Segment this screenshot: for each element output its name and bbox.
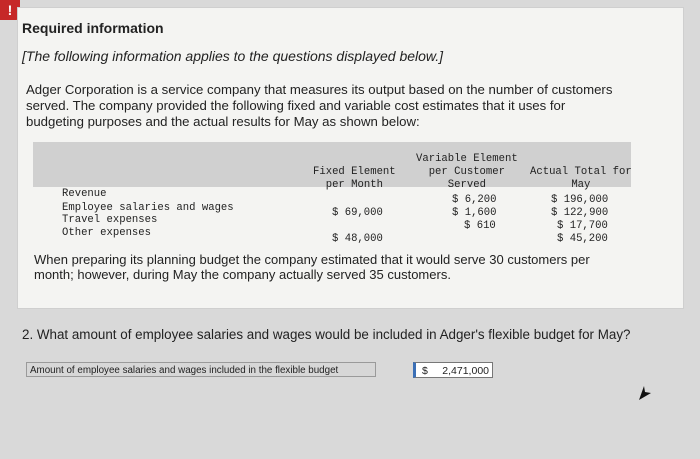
salaries-variable: $ 1,600: [452, 207, 497, 219]
intro-paragraph: Adger Corporation is a service company that measures its output based on the number of customers served. The company provided the following fixed and variable cost estimates that it uses for budgeting purposes and the actual results for May as shown below:: [26, 82, 613, 129]
salaries-actual: $ 122,900: [551, 207, 609, 219]
answer-label: Amount of employee salaries and wages included in the flexible budget: [26, 362, 376, 377]
travel-variable: $ 610: [464, 220, 496, 232]
answer-value[interactable]: 2,471,000: [442, 365, 489, 377]
other-actual: $ 45,200: [557, 233, 608, 245]
row-label-other: Other expenses: [62, 227, 152, 239]
other-fixed: $ 48,000: [332, 233, 383, 245]
travel-actual: $ 17,700: [557, 220, 608, 232]
row-label-travel: Travel expenses: [62, 214, 158, 226]
currency-symbol: $: [422, 365, 428, 377]
column-header-variable: Variable Element per Customer Served: [416, 153, 518, 191]
column-header-actual: Actual Total for May: [530, 166, 632, 191]
required-info-title: Required information: [22, 20, 164, 36]
revenue-variable: $ 6,200: [452, 194, 497, 206]
answer-input[interactable]: [413, 362, 493, 378]
mouse-pointer-icon: [638, 385, 652, 401]
revenue-actual: $ 196,000: [551, 194, 609, 206]
answer-row: [26, 362, 496, 378]
customers-footnote: When preparing its planning budget the company estimated that it would serve 30 customers per month; however, during May the company actually served 35 customers.: [34, 252, 590, 282]
column-header-fixed: Fixed Element per Month: [313, 166, 396, 191]
required-info-subtitle: [The following information applies to the questions displayed below.]: [22, 48, 444, 64]
exclamation-icon: !: [0, 0, 20, 20]
salaries-fixed: $ 69,000: [332, 207, 383, 219]
row-label-revenue: Revenue: [62, 188, 107, 200]
question-2: 2. What amount of employee salaries and wages would be included in Adger's flexible budget for May?: [22, 327, 631, 342]
row-label-salaries: Employee salaries and wages: [62, 202, 234, 214]
